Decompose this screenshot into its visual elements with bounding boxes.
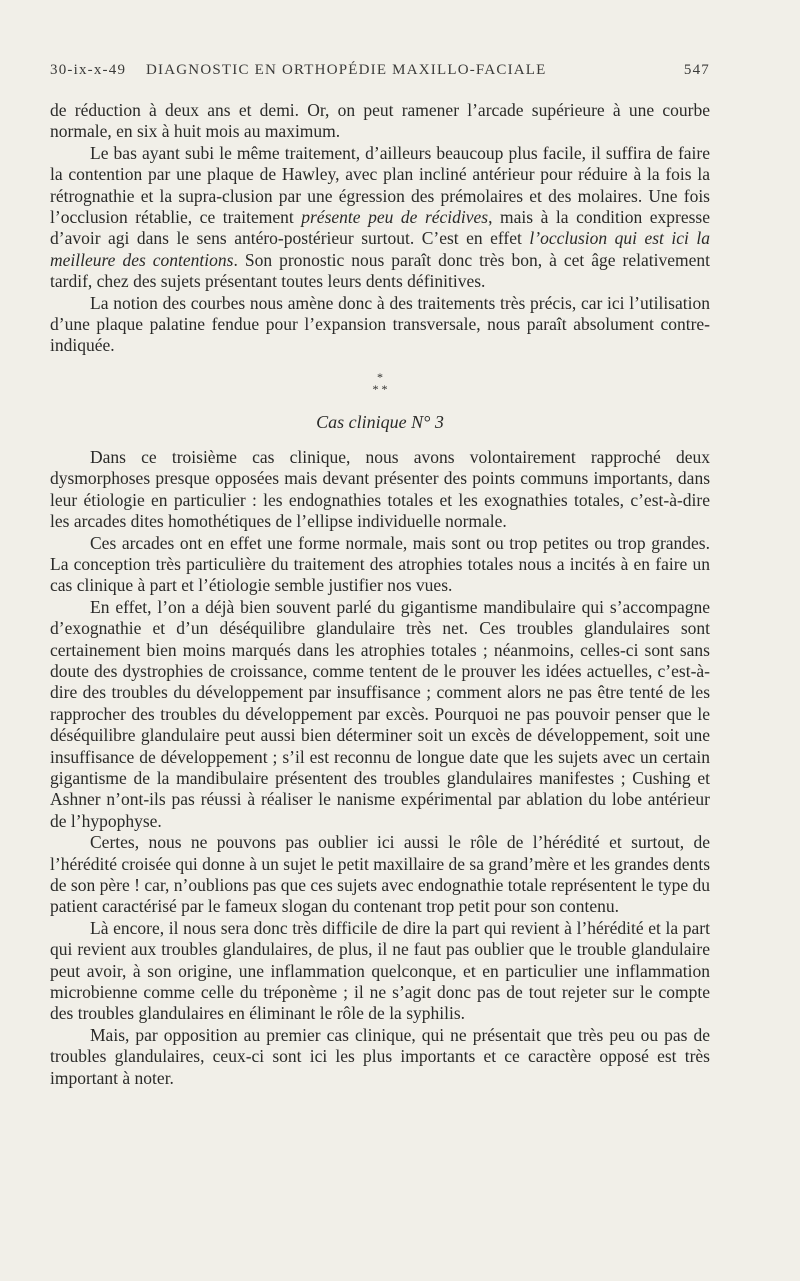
header-title: DIAGNOSTIC EN ORTHOPÉDIE MAXILLO-FACIALE [146,62,547,78]
paragraph [50,533,710,597]
paragraph-text: Ces arcades ont en effet une forme normale, mais sont ou trop petites ou trop grandes. La conception très particulière du traitement des atrophies totales nous a incités à en faire un cas clinique à part et l’étiologie semble justifier nos vues. [50,532,710,596]
paragraph [50,293,710,357]
paragraph [50,447,710,533]
separator-bottom-asterisks: * * [372,381,388,396]
section-separator [50,371,710,395]
paragraph [50,143,710,293]
paragraph-text: Dans ce troisième cas clinique, nous avons volontairement rapproché deux dysmorphoses presque opposées mais devant présenter des points communs importants, dans leur étiologie en particulier : les endognathies totales et les exognathies totales, c’est-à-dire les arcades dites homothétiques de l’ellipse individuelle normale. [50,446,710,532]
paragraph [50,597,710,832]
page-body [50,100,710,1089]
running-header [50,62,710,84]
paragraph [50,918,710,1025]
paragraph-text: Certes, nous ne pouvons pas oublier ici aussi le rôle de l’hérédité et surtout, de l’hérédité croisée qui donne à un sujet le petit maxillaire de sa grand’mère et les grandes dents de son père ! car, n’oublions pas que ces sujets avec endognathie totale représentent le type du patient caractérisé par le fameux slogan du contenant trop petit pour son contenu. [50,832,710,917]
paragraph-text: La notion des courbes nous amène donc à des traitements très précis, car ici l’utilisation d’une plaque palatine fendue pour l’expansion transversale, nous paraît absolument contre-indiquée. [50,292,710,356]
separator-top-asterisk: * [377,369,383,384]
paragraph [50,100,710,143]
page-number: 547 [683,62,710,78]
paragraph-text: Là encore, il nous sera donc très difficile de dire la part qui revient à l’hérédité et la part qui revient aux troubles glandulaires, de plus, il ne faut pas oublier que le trouble glandulaire peut avoir, à son origine, une inflammation quelconque, et en particulier une inflammation microbienne comme celle du tréponème ; il ne s’agit donc pas de tout rejeter sur le compte des troubles glandulaires en éliminant le rôle de la syphilis. [50,917,710,1024]
section-title: Cas clinique N° 3 [316,411,444,432]
paragraphs-after-section [50,447,710,1089]
italic-text: l’occlusion qui est ici la meilleure des contentions [50,228,710,270]
paragraphs-before-section [50,100,710,357]
header-date: 30-ix-x-49 [50,62,127,78]
paragraph-text: Le bas ayant subi le même traitement, d’ailleurs beaucoup plus facile, il suffira de faire la contention par une plaque de Hawley, avec plan incliné antérieur pour réduire à la fois la rétrognathie et la supra-clusion par une égression des prémolaires et des molaires. Une fois l’occlusion rétablie, ce traitement [50,142,710,228]
paragraph [50,1025,710,1089]
paragraph-text: . Son pronostic nous paraît donc très bon, à cet âge relativement tardif, chez des sujets présentant toutes leurs dents définitives. [50,249,710,292]
paragraph-text: En effet, l’on a déjà bien souvent parlé du gigantisme mandibulaire qui s’accompagne d’exognathie et d’un déséquilibre glandulaire très net. Ces troubles glandulaires sont certainement bien moins marqués dans les atrophies totales ; néanmoins, celles-ci sont sans doute des dystrophies de croissance, comme tentent de le prouver les idées actuelles, c’est-à-dire des troubles du développement par insuffisance ; comment alors ne pas être tenté de les rapprocher des troubles du développement par excès. Pourquoi ne pas pouvoir penser que le déséquilibre glandulaire peut aussi bien déterminer soit un excès de développement, soit une insuffisance de développement ; s’il est reconnu de longue date que les sujets avec un certain gigantisme de la mandibulaire présentent des troubles glandulaires manifestes ; Cushing et Ashner n’ont-ils pas réussi à réaliser le nanisme expérimental par ablation du lobe antérieur de l’hypophyse. [50,596,710,831]
italic-text: présente peu de récidives [301,207,489,228]
paragraph-text: de réduction à deux ans et demi. Or, on peut ramener l’arcade supérieure à une courbe normale, en six à huit mois au maximum. [50,100,710,142]
paragraph [50,832,710,918]
paragraph-text: Mais, par opposition au premier cas clinique, qui ne présentait que très peu ou pas de troubles glandulaires, ceux-ci sont ici les plus importants et ce caractère opposé est très important à noter. [50,1024,710,1088]
paragraph-text: , mais à la condition expresse d’avoir agi dans le sens antéro-postérieur surtout. C’est en effet [50,207,710,249]
